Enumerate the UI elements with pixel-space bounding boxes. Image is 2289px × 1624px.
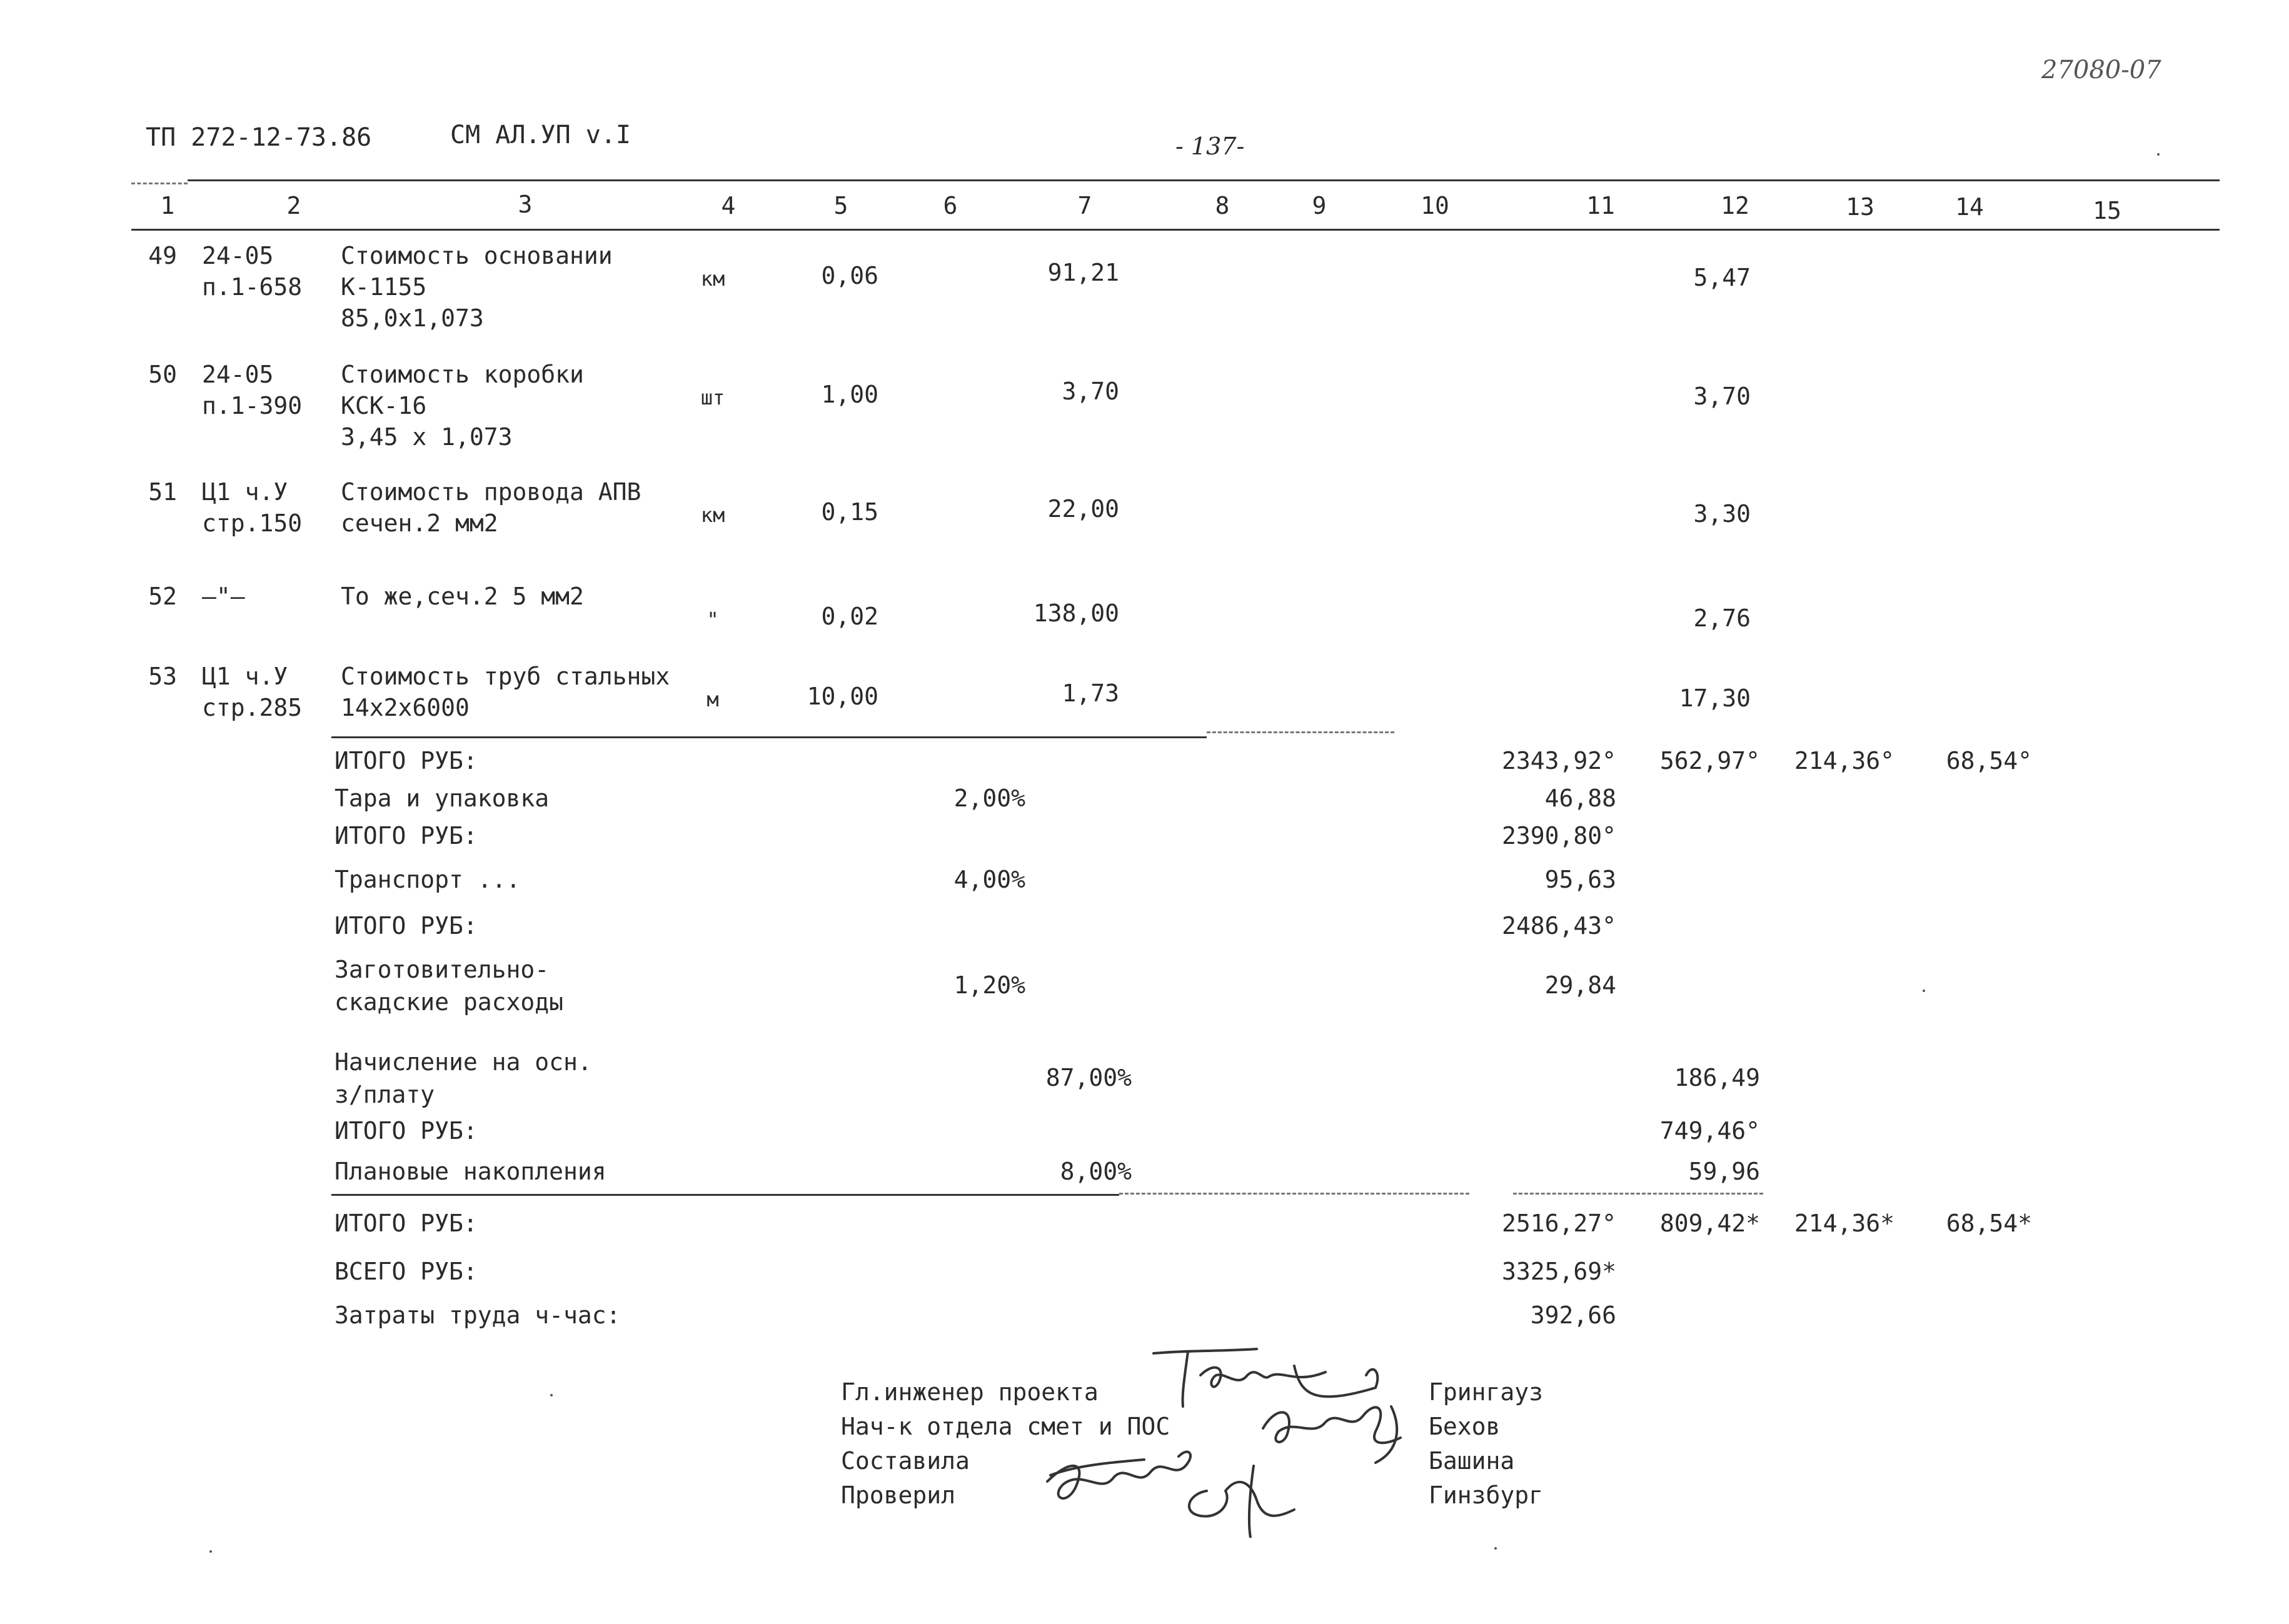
row-price: 22,00 (1047, 495, 1119, 523)
total-label: скадские расходы (335, 988, 564, 1016)
signature-role: Проверил (841, 1481, 956, 1509)
total-percent: 87,00% (1045, 1064, 1132, 1091)
total-label: ИТОГО РУБ: (335, 822, 478, 850)
column-number-7: 7 (1077, 192, 1092, 219)
total-col14: 68,54* (1946, 1210, 2032, 1237)
column-number-8: 8 (1215, 192, 1230, 219)
total-label: ВСЕГО РУБ: (335, 1258, 478, 1285)
total-col11: 29,84 (1544, 971, 1616, 999)
column-number-1: 1 (160, 192, 175, 219)
row-description: К-1155 (341, 273, 427, 301)
final-total-separator-dashed-2 (1513, 1193, 1763, 1195)
row-unit: шт (700, 386, 725, 409)
header-top-short-line (131, 183, 188, 184)
total-label: Заготовительно- (335, 956, 550, 983)
row-reference: стр.285 (202, 694, 303, 721)
total-col12: 186,49 (1674, 1064, 1760, 1091)
doc-code: ТП 272-12-73.86 (146, 123, 372, 152)
total-label: Затраты труда ч-час: (335, 1301, 621, 1329)
row-description: Стоимость коробки (341, 361, 584, 388)
total-label: ИТОГО РУБ: (335, 747, 478, 774)
corner-number: 27080-07 (2041, 56, 2161, 84)
total-percent: 8,00% (1060, 1158, 1132, 1185)
stray-mark (1923, 990, 1925, 992)
signature-role: Составила (841, 1447, 970, 1475)
total-col11: 2343,92° (1501, 747, 1616, 774)
row-col12: 5,47 (1693, 264, 1751, 291)
total-col12: 59,96 (1688, 1158, 1760, 1185)
total-col12: 749,46° (1659, 1117, 1760, 1145)
total-label: Плановые накопления (335, 1158, 606, 1185)
signature-role: Гл.инженер проекта (841, 1378, 1099, 1406)
column-number-13: 13 (1846, 193, 1874, 221)
total-col11: 3325,69* (1501, 1258, 1616, 1285)
row-reference: п.1-390 (202, 392, 303, 419)
row-description: сечен.2 мм2 (341, 509, 498, 537)
row-number: 53 (148, 663, 177, 690)
row-quantity: 0,15 (821, 498, 878, 526)
row-unit: " (707, 608, 719, 631)
stray-mark (209, 1550, 212, 1553)
signature-name: Грингауз (1429, 1378, 1544, 1406)
row-description: То же,сеч.2 5 мм2 (341, 583, 584, 610)
row-price: 91,21 (1047, 259, 1119, 286)
final-total-separator-dashed (1119, 1193, 1469, 1195)
stray-mark (550, 1394, 553, 1396)
row-description: Стоимость основании (341, 242, 613, 269)
doc-reference: СМ АЛ.УП v.I (450, 121, 631, 149)
total-col11: 2516,27° (1501, 1210, 1616, 1237)
row-reference: стр.150 (202, 509, 303, 537)
total-col13: 214,36* (1794, 1210, 1894, 1237)
handwritten-signatures (1000, 1338, 1438, 1538)
column-number-3: 3 (518, 191, 533, 218)
total-col11: 95,63 (1544, 866, 1616, 893)
signature-name: Гинзбург (1429, 1481, 1544, 1509)
column-number-9: 9 (1312, 192, 1327, 219)
header-top-line (188, 179, 2220, 181)
row-price: 138,00 (1033, 599, 1119, 627)
signature-name: Башина (1429, 1447, 1515, 1475)
column-number-14: 14 (1955, 193, 1984, 221)
total-label: ИТОГО РУБ: (335, 1117, 478, 1145)
total-col11: 2390,80° (1501, 822, 1616, 850)
column-number-5: 5 (833, 192, 848, 219)
row-reference: Ц1 ч.У (202, 663, 288, 690)
total-col13: 214,36° (1794, 747, 1894, 774)
total-label: Начисление на осн. (335, 1048, 592, 1076)
column-number-11: 11 (1586, 192, 1615, 219)
column-number-6: 6 (943, 192, 958, 219)
total-label: Транспорт ... (335, 866, 521, 893)
total-col11: 2486,43° (1501, 912, 1616, 940)
stray-mark (2157, 153, 2160, 156)
total-col11: 46,88 (1544, 784, 1616, 812)
row-number: 52 (148, 583, 177, 610)
row-reference: —"— (202, 583, 245, 610)
total-percent: 1,20% (953, 971, 1025, 999)
row-description: Стоимость труб стальных (341, 663, 670, 690)
row-price: 3,70 (1062, 378, 1119, 405)
subtotal-separator-dashed (1207, 731, 1394, 733)
row-col12: 2,76 (1693, 604, 1751, 632)
stray-mark (1494, 1547, 1497, 1550)
row-quantity: 1,00 (821, 381, 878, 408)
total-col12: 562,97° (1659, 747, 1760, 774)
row-quantity: 10,00 (807, 683, 878, 710)
row-col12: 3,30 (1693, 500, 1751, 528)
row-description: 85,0х1,073 (341, 304, 484, 332)
total-col14: 68,54° (1946, 747, 2032, 774)
row-description: Стоимость провода АПВ (341, 478, 641, 506)
column-number-2: 2 (286, 192, 301, 219)
row-reference: п.1-658 (202, 273, 303, 301)
total-col11: 392,66 (1530, 1301, 1616, 1329)
row-unit: км (700, 503, 725, 527)
row-description: КСК-16 (341, 392, 427, 419)
row-number: 49 (148, 242, 177, 269)
total-label: ИТОГО РУБ: (335, 1210, 478, 1237)
column-number-10: 10 (1421, 192, 1449, 219)
row-col12: 17,30 (1679, 684, 1751, 712)
total-label: ИТОГО РУБ: (335, 912, 478, 940)
row-number: 51 (148, 478, 177, 506)
column-number-4: 4 (721, 192, 736, 219)
row-description: 14х2х6000 (341, 694, 470, 721)
column-number-15: 15 (2093, 197, 2121, 224)
page-number: - 137- (1175, 133, 1245, 160)
row-unit: км (700, 267, 725, 291)
total-col12: 809,42* (1659, 1210, 1760, 1237)
final-total-separator (331, 1194, 1119, 1196)
header-bottom-line (131, 229, 2220, 231)
total-percent: 2,00% (953, 784, 1025, 812)
total-percent: 4,00% (953, 866, 1025, 893)
total-label: з/плату (335, 1081, 435, 1108)
total-label: Тара и упаковка (335, 784, 550, 812)
row-price: 1,73 (1062, 679, 1119, 707)
row-quantity: 0,06 (821, 262, 878, 289)
row-reference: 24-05 (202, 242, 274, 269)
row-reference: 24-05 (202, 361, 274, 388)
row-unit: м (707, 688, 719, 711)
column-number-12: 12 (1721, 192, 1749, 219)
signature-name: Бехов (1429, 1413, 1501, 1440)
row-col12: 3,70 (1693, 383, 1751, 410)
row-number: 50 (148, 361, 177, 388)
row-description: 3,45 х 1,073 (341, 423, 513, 451)
signature-role: Нач-к отдела смет и ПОС (841, 1413, 1170, 1440)
row-quantity: 0,02 (821, 603, 878, 630)
row-reference: Ц1 ч.У (202, 478, 288, 506)
subtotal-separator (331, 736, 1207, 738)
